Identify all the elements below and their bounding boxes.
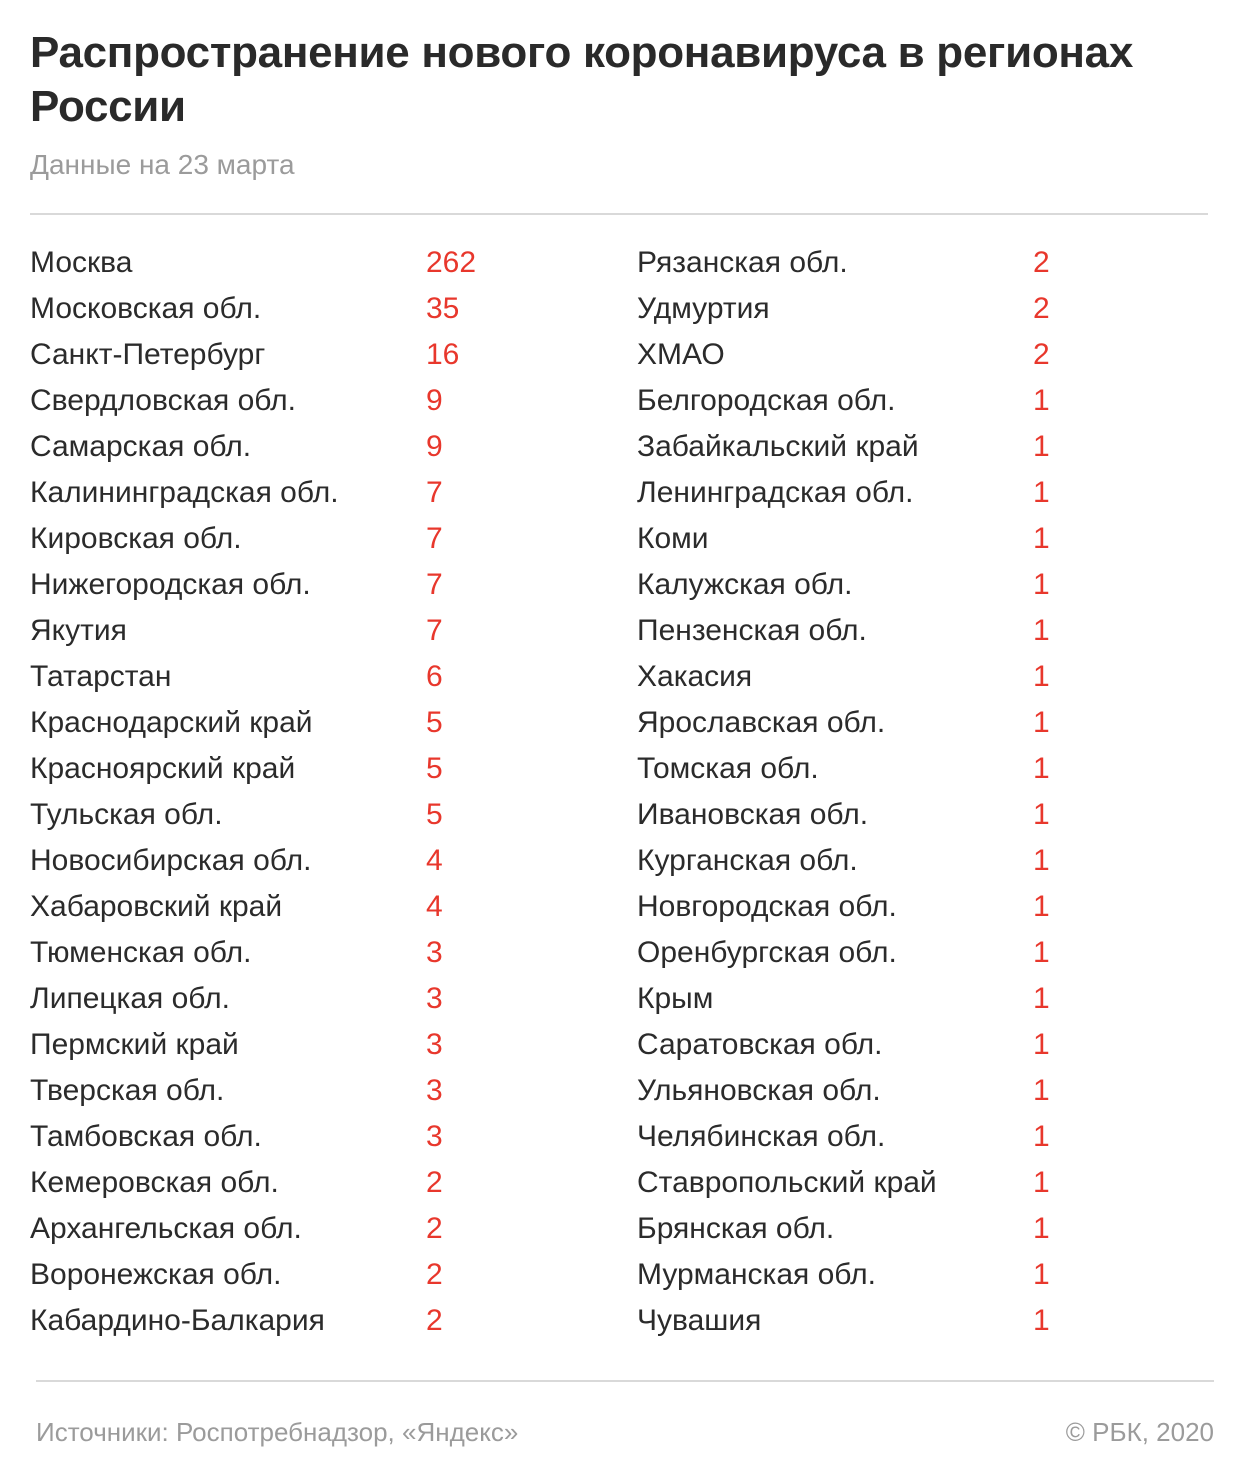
case-count: 1	[1033, 476, 1050, 509]
case-count: 1	[1033, 430, 1050, 463]
table-row	[30, 746, 590, 792]
region-name: Ульяновская обл.	[637, 1074, 881, 1107]
case-count: 5	[426, 752, 443, 785]
case-count: 2	[1033, 292, 1050, 325]
table-row	[637, 1160, 1197, 1206]
case-count: 2	[1033, 246, 1050, 279]
table-row	[30, 884, 590, 930]
table-row	[30, 1114, 590, 1160]
source-note: Источники: Роспотребнадзор, «Яндекс»	[36, 1417, 519, 1447]
case-count: 1	[1033, 1120, 1050, 1153]
case-count: 2	[1033, 338, 1050, 371]
case-count: 7	[426, 568, 443, 601]
region-name: Ярославская обл.	[637, 706, 886, 739]
case-count: 4	[426, 890, 443, 923]
table-row	[637, 286, 1197, 332]
case-count: 1	[1033, 522, 1050, 555]
case-count: 9	[426, 384, 443, 417]
table-row	[30, 838, 590, 884]
case-count: 1	[1033, 1074, 1050, 1107]
table-row	[637, 240, 1197, 286]
region-name: Пензенская обл.	[637, 614, 867, 647]
region-name: Хабаровский край	[30, 890, 283, 923]
table-row	[637, 884, 1197, 930]
table-row	[30, 608, 590, 654]
case-count: 2	[426, 1304, 443, 1337]
region-name: Кабардино-Балкария	[30, 1304, 325, 1337]
case-count: 3	[426, 1120, 443, 1153]
table-row	[30, 1298, 590, 1344]
region-name: ХМАО	[637, 338, 725, 371]
page-title: Распространение нового коронавируса в регионах России	[30, 28, 1134, 131]
region-name: Челябинская обл.	[637, 1120, 886, 1153]
case-count: 3	[426, 1028, 443, 1061]
region-name: Хакасия	[637, 660, 753, 693]
region-name: Тамбовская обл.	[30, 1120, 262, 1153]
region-name: Крым	[637, 982, 714, 1015]
table-row	[30, 930, 590, 976]
table-row	[637, 1206, 1197, 1252]
table-row	[637, 700, 1197, 746]
case-count: 1	[1033, 982, 1050, 1015]
page-subtitle: Данные на 23 марта	[30, 149, 295, 180]
case-count: 3	[426, 1074, 443, 1107]
case-count: 1	[1033, 1166, 1050, 1199]
case-count: 9	[426, 430, 443, 463]
table-row	[30, 1252, 590, 1298]
case-count: 35	[426, 292, 460, 325]
case-count: 1	[1033, 1258, 1050, 1291]
case-count: 7	[426, 522, 443, 555]
region-name: Оренбургская обл.	[637, 936, 897, 969]
table-row	[30, 1206, 590, 1252]
region-name: Тюменская обл.	[30, 936, 252, 969]
region-name: Забайкальский край	[637, 430, 919, 463]
case-count: 1	[1033, 844, 1050, 877]
case-count: 1	[1033, 752, 1050, 785]
region-name: Новосибирская обл.	[30, 844, 312, 877]
table-row	[637, 332, 1197, 378]
table-row	[637, 470, 1197, 516]
case-count: 1	[1033, 1304, 1050, 1337]
case-count: 4	[426, 844, 443, 877]
table-row	[30, 1022, 590, 1068]
region-name: Красноярский край	[30, 752, 296, 785]
region-name: Краснодарский край	[30, 706, 313, 739]
table-row	[637, 1252, 1197, 1298]
region-name: Новгородская обл.	[637, 890, 897, 923]
table-row	[637, 746, 1197, 792]
region-name: Ивановская обл.	[637, 798, 869, 831]
region-name: Пермский край	[30, 1028, 239, 1061]
region-name: Калужская обл.	[637, 568, 853, 601]
region-name: Самарская обл.	[30, 430, 252, 463]
region-name: Тульская обл.	[30, 798, 223, 831]
case-count: 262	[426, 246, 477, 279]
case-count: 1	[1033, 568, 1050, 601]
table-row	[637, 608, 1197, 654]
table-row	[30, 332, 590, 378]
region-name: Нижегородская обл.	[30, 568, 311, 601]
copyright-note: © РБК, 2020	[1065, 1417, 1214, 1447]
region-name: Чувашия	[637, 1304, 762, 1337]
case-count: 7	[426, 614, 443, 647]
table-row	[637, 838, 1197, 884]
case-count: 2	[426, 1212, 443, 1245]
table-row	[637, 930, 1197, 976]
table-row	[30, 1068, 590, 1114]
region-name: Якутия	[30, 614, 127, 647]
table-row	[637, 1114, 1197, 1160]
table-row	[30, 470, 590, 516]
table-row	[30, 378, 590, 424]
region-name: Санкт-Петербург	[30, 338, 266, 371]
case-count: 16	[426, 338, 460, 371]
region-name: Калининградская обл.	[30, 476, 339, 509]
case-count: 1	[1033, 936, 1050, 969]
region-name: Москва	[30, 246, 133, 279]
case-count: 5	[426, 706, 443, 739]
region-name: Архангельская обл.	[30, 1212, 302, 1245]
region-name: Белгородская обл.	[637, 384, 896, 417]
table-row	[30, 286, 590, 332]
case-count: 1	[1033, 1028, 1050, 1061]
case-count: 1	[1033, 614, 1050, 647]
table-row	[30, 976, 590, 1022]
table-row	[30, 700, 590, 746]
region-name: Курганская обл.	[637, 844, 858, 877]
region-name: Кировская обл.	[30, 522, 242, 555]
table-row	[637, 562, 1197, 608]
table-row	[637, 976, 1197, 1022]
table-row	[637, 378, 1197, 424]
case-count: 1	[1033, 660, 1050, 693]
region-name: Брянская обл.	[637, 1212, 835, 1245]
region-name: Липецкая обл.	[30, 982, 230, 1015]
region-name: Кемеровская обл.	[30, 1166, 279, 1199]
table-row	[637, 424, 1197, 470]
table-row	[637, 1022, 1197, 1068]
case-count: 1	[1033, 890, 1050, 923]
table-row	[30, 562, 590, 608]
region-name: Рязанская обл.	[637, 246, 848, 279]
case-count: 3	[426, 982, 443, 1015]
case-count: 1	[1033, 1212, 1050, 1245]
table-row	[30, 1160, 590, 1206]
region-name: Ленинградская обл.	[637, 476, 914, 509]
table-row	[637, 654, 1197, 700]
case-count: 1	[1033, 798, 1050, 831]
table-row	[637, 792, 1197, 838]
table-row	[30, 240, 590, 286]
table-row	[637, 1298, 1197, 1344]
case-count: 5	[426, 798, 443, 831]
table-row	[30, 424, 590, 470]
region-name: Татарстан	[30, 660, 172, 693]
case-count: 3	[426, 936, 443, 969]
case-count: 6	[426, 660, 443, 693]
case-count: 1	[1033, 384, 1050, 417]
region-name: Саратовская обл.	[637, 1028, 883, 1061]
case-count: 1	[1033, 706, 1050, 739]
table-row	[30, 654, 590, 700]
region-name: Мурманская обл.	[637, 1258, 876, 1291]
case-count: 7	[426, 476, 443, 509]
table-row	[30, 792, 590, 838]
table-row	[30, 516, 590, 562]
region-name: Тверская обл.	[30, 1074, 225, 1107]
case-count: 2	[426, 1166, 443, 1199]
region-name: Воронежская обл.	[30, 1258, 282, 1291]
region-name: Томская обл.	[637, 752, 819, 785]
table-row	[637, 516, 1197, 562]
region-name: Московская обл.	[30, 292, 262, 325]
region-name: Ставропольский край	[637, 1166, 937, 1199]
case-count: 2	[426, 1258, 443, 1291]
bottom-divider	[36, 1380, 1214, 1382]
region-name: Коми	[637, 522, 709, 555]
table-row	[637, 1068, 1197, 1114]
region-name: Свердловская обл.	[30, 384, 296, 417]
region-name: Удмуртия	[637, 292, 770, 325]
